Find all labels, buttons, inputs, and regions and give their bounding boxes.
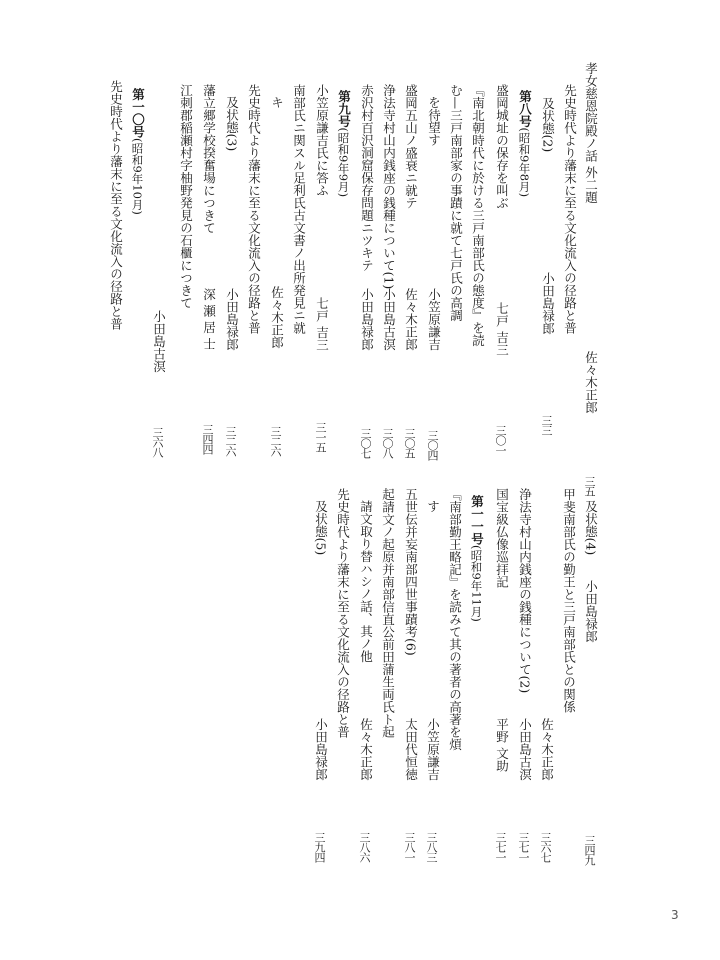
entry-author: 小田島禄郎: [540, 272, 556, 335]
issue-number: 第八号(昭和9年8月): [517, 90, 533, 198]
entry-page: 三九四: [313, 832, 326, 862]
entry-title: す: [425, 500, 441, 513]
entry-page: 三一五: [314, 422, 327, 452]
entry-title: 五世伝并妄南部四世事蹟考(6): [403, 488, 419, 656]
entry-author: 小田島禄郎: [224, 288, 240, 351]
entry-title: 先史時代より藩末に至る文化流入の径路と普: [246, 84, 262, 334]
entry-page: 三〇四: [426, 430, 439, 460]
entry-author: 平野 文助: [494, 718, 510, 772]
entry-page: 三六七: [539, 832, 552, 862]
entry-title: 小笠原謙吉氏に答ふ: [314, 84, 330, 197]
entry-title: キ: [269, 96, 285, 109]
entry-title: 孝女慈恩院殿ノ話 外二題: [583, 62, 599, 204]
entry-author: 佐々木正郎: [403, 288, 419, 351]
entry-author: 小田島禄郎: [583, 580, 599, 643]
entry-author: 小田島古溟: [517, 718, 533, 781]
entry-title: を待望す: [426, 96, 442, 146]
entry-page: 三七一: [494, 832, 507, 862]
entry-author: 佐々木正郎: [539, 718, 555, 781]
entry-title: 『南北朝時代に於ける三戸南部氏の態度』を読: [470, 84, 486, 347]
entry-title: 『南部勤王略記』を読みて其の著者の高著を煩: [447, 488, 463, 751]
entry-title: 南部氏ニ関スル足利氏古文書ノ出所発見ニ就: [291, 84, 307, 334]
entry-title: 藩立郷学校揆奮場につきて: [201, 84, 217, 234]
page-number: 3: [671, 908, 679, 922]
entry-page: 三六八: [151, 427, 164, 457]
entry-title: 及状態(4): [583, 500, 599, 556]
entry-title: 盛岡五山ノ盛衰ニ就テ: [403, 84, 419, 209]
entry-author: 小笠原謙吉: [426, 288, 442, 351]
entry-title: 先史時代より藩末に至る文化流入の径路と普: [562, 84, 578, 334]
entry-title: 国宝級仏像巡拝記: [494, 488, 510, 588]
entry-author: 小田島禄郎: [313, 718, 329, 781]
entry-page: 三〇五: [403, 428, 416, 458]
entry-title: 江刺郡稲瀬村字柚野発見の石櫃につきて: [178, 84, 194, 309]
entry-title: 先史時代より藩末に至る文化流入の径路と普: [108, 80, 124, 330]
entry-page: 三三: [540, 415, 553, 435]
issue-date: (昭和9年10月): [130, 138, 145, 215]
entry-page: 三〇一: [494, 425, 507, 455]
entry-page: 三八一: [403, 832, 416, 862]
entry-author: 佐々木正郎: [583, 351, 599, 414]
entry-title: 浄法寺村山内銭座の銭種について(1): [381, 84, 397, 290]
entry-author: 七戸 吉三: [494, 302, 510, 356]
entry-page: 三八六: [358, 832, 371, 862]
entry-title: 盛岡城址の保存を叫ぶ: [494, 84, 510, 209]
issue-number: 第一一号(昭和9年11月): [469, 495, 485, 622]
entry-title: 先史時代より藩末に至る文化流入の径路と普: [335, 488, 351, 738]
issue-date: (昭和9年9月): [336, 127, 351, 198]
entry-page: 三七一: [517, 832, 530, 862]
entry-title: 及状態(2): [540, 97, 556, 153]
entry-title: む—三戸南部家の事蹟に就て七戸氏の高調: [448, 84, 464, 322]
entry-author: 小田島古溟: [151, 310, 167, 373]
entry-page: 三四九: [583, 835, 596, 865]
entry-title: 浄法寺村山内銭座の銭種について(2): [517, 488, 533, 694]
entry-author: 小田島古溟: [381, 288, 397, 351]
entry-author: 小田島禄郎: [359, 288, 375, 351]
entry-page: 三二六: [224, 426, 237, 456]
entry-title: 及状態(3): [224, 96, 240, 152]
entry-page: 三〇七: [359, 428, 372, 458]
entry-title: 甲斐南部氏の勤王と三戸南部氏との関係: [561, 488, 577, 713]
entry-page: 三〇八: [381, 428, 394, 458]
issue-date: (昭和9年11月): [469, 545, 484, 622]
entry-page: 三二六: [269, 426, 282, 456]
entry-author: 七戸 吉三: [314, 297, 330, 351]
entry-page: 三八三: [425, 832, 438, 862]
entry-title: 及状態(5): [313, 500, 329, 556]
issue-date: (昭和9年8月): [517, 127, 532, 198]
issue-number: 第一〇号(昭和9年10月): [130, 88, 146, 215]
entry-author: 深 瀬 居 士: [201, 288, 217, 350]
entry-page: 三五: [583, 476, 596, 496]
entry-title: 起請文ノ起原并南部信直公前田蒲生両氏ト起: [380, 488, 396, 738]
entry-title: 請文取り替ハシノ話、其ノ他: [358, 500, 374, 663]
entry-author: 佐々木正郎: [269, 286, 285, 349]
entry-page: 三四四: [201, 424, 214, 454]
entry-author: 太田代恒徳: [403, 718, 419, 781]
entry-title: 赤沢村百沢洞窟保存問題ニツキテ: [359, 84, 375, 272]
entry-author: 小笠原謙吉: [425, 718, 441, 781]
issue-number: 第九号(昭和9年9月): [336, 90, 352, 198]
entry-author: 佐々木正郎: [358, 718, 374, 781]
